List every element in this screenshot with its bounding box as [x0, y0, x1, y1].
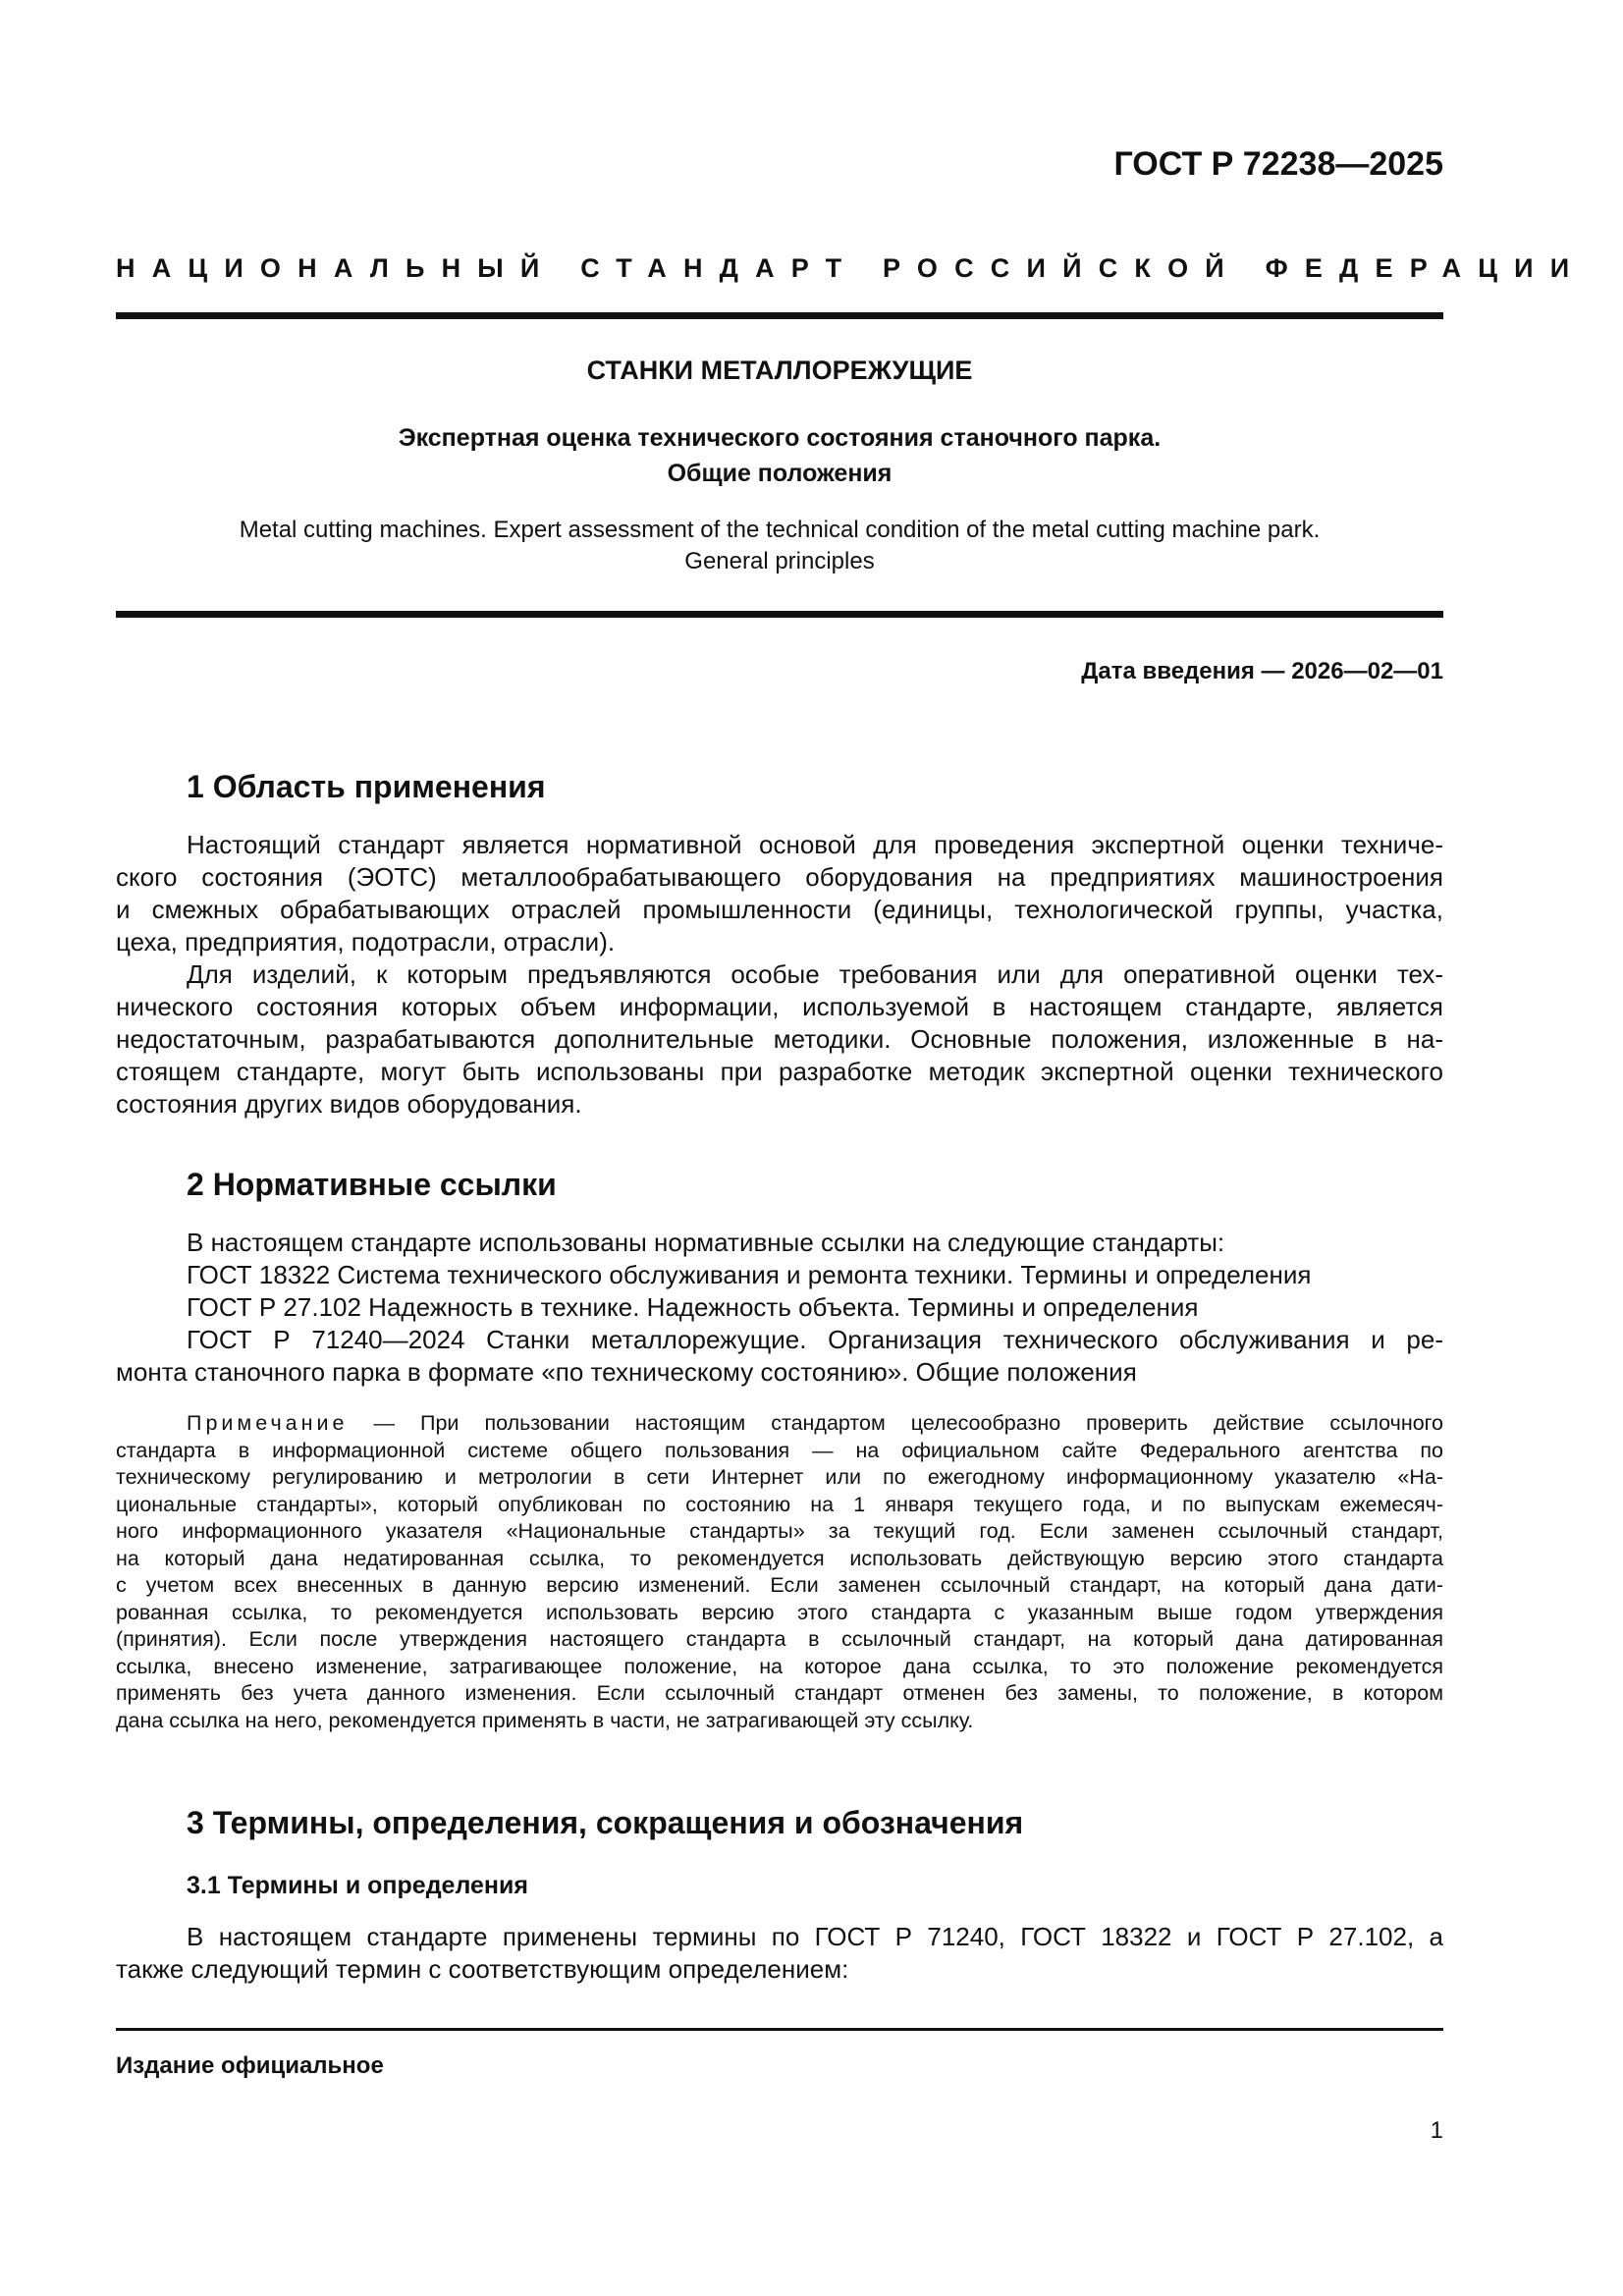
- section-2-note: [116, 1410, 1443, 1734]
- paragraph-line: В настоящем стандарте применены термины по ГОСТ Р 71240, ГОСТ 18322 и ГОСТ Р 27.102, а: [187, 1922, 1443, 1951]
- english-title-line: General principles: [684, 548, 875, 574]
- note-line: ссылка, внесено изменение, затрагивающее положение, на которое дана ссылка, то это положение рекомендуется: [116, 1654, 1443, 1678]
- paragraph-line: нического состояния которых объем информации, используемой в настоящем стандарте, является: [116, 992, 1443, 1021]
- reference-line: монта станочного парка в формате «по техническому состоянию». Общие положения: [116, 1357, 1137, 1387]
- introduction-date: Дата введения — 2026—02—01: [1081, 658, 1443, 684]
- top-divider: [116, 312, 1443, 319]
- note-line: ного информационного указателя «Национальные стандарты» за текущий год. Если заменен ссылочный стандарт,: [116, 1519, 1443, 1543]
- note-line: дана ссылка на него, рекомендуется применять в части, не затрагивающей эту ссылку.: [116, 1708, 974, 1732]
- note-line: стандарта в информационной системе общего пользования — на официальном сайте Федерального агентства по: [116, 1438, 1443, 1462]
- note-line: применять без учета данного изменения. Если ссылочный стандарт отменен без замены, то положение, в котором: [116, 1681, 1443, 1705]
- english-title-line: Metal cutting machines. Expert assessment of the technical condition of the metal cutting machine park.: [239, 517, 1321, 543]
- note-line: [116, 1410, 1443, 1438]
- section-2-body: [116, 1227, 1443, 1389]
- english-title: [116, 515, 1443, 577]
- reference-line: ГОСТ Р 27.102 Надежность в технике. Надежность объекта. Термины и определения: [187, 1292, 1199, 1322]
- footer-divider: [116, 2028, 1443, 2031]
- paragraph-line: В настоящем стандарте использованы нормативные ссылки на следующие стандарты:: [187, 1228, 1225, 1257]
- paragraph-line: ского состояния (ЭОТС) металлообрабатывающего оборудования на предприятиях машиностроения: [116, 862, 1443, 892]
- note-line: с учетом всех внесенных в данную версию изменений. Если заменен ссылочный стандарт, на который дана дати-: [116, 1573, 1443, 1597]
- section-3-heading: 3 Термины, определения, сокращения и обозначения: [187, 1805, 1024, 1840]
- note-line: техническому регулированию и метрологии в сети Интернет или по ежегодному информационному указателю «На-: [116, 1465, 1443, 1489]
- note-line: на который дана недатированная ссылка, то рекомендуется использовать действующую версию этого стандарта: [116, 1546, 1443, 1570]
- note-label: Примечание: [187, 1411, 349, 1435]
- document-subtitle: [116, 420, 1443, 491]
- paragraph-line: Настоящий стандарт является нормативной основой для проведения экспертной оценки техниче-: [187, 830, 1443, 859]
- note-text: — При пользовании настоящим стандартом целесообразно проверить действие ссылочного: [373, 1411, 1443, 1435]
- official-edition-label: Издание официальное: [116, 2052, 384, 2079]
- document-title: СТАНКИ МЕТАЛЛОРЕЖУЩИЕ: [586, 355, 973, 385]
- paragraph-line: цеха, предприятия, подотрасли, отрасли).: [116, 927, 616, 957]
- note-line: циональные стандарты», который опубликован по состоянию на 1 января текущего года, и по выпускам ежемесяч-: [116, 1492, 1443, 1516]
- paragraph-line: также следующий термин с соответствующим определением:: [116, 1954, 849, 1984]
- paragraph-line: стоящем стандарте, могут быть использованы при разработке методик экспертной оценки технического: [116, 1057, 1443, 1086]
- reference-line: ГОСТ 18322 Система технического обслуживания и ремонта техники. Термины и определения: [187, 1260, 1312, 1289]
- title-divider: [116, 611, 1443, 618]
- gost-number: ГОСТ Р 72238—2025: [1113, 145, 1443, 183]
- paragraph-line: состояния других видов оборудования.: [116, 1089, 582, 1119]
- note-line: рованная ссылка, то рекомендуется использовать версию этого стандарта с указанным выше годом утверждения: [116, 1600, 1443, 1624]
- paragraph-line: недостаточным, разрабатываются дополнительные методики. Основные положения, изложенные в на-: [116, 1024, 1443, 1054]
- paragraph-line: Для изделий, к которым предъявляются особые требования или для оперативной оценки тех-: [187, 959, 1443, 989]
- page-number: 1: [1430, 2117, 1443, 2144]
- paragraph-line: и смежных обрабатывающих отраслей промышленности (единицы, технологической группы, участка,: [116, 895, 1443, 924]
- section-3-body: [116, 1921, 1443, 1986]
- subtitle-line: Общие положения: [667, 460, 893, 487]
- reference-line: ГОСТ Р 71240—2024 Станки металлорежущие. Организация технического обслуживания и ре-: [187, 1325, 1443, 1354]
- note-line: (принятия). Если после утверждения настоящего стандарта в ссылочный стандарт, на который дана датированная: [116, 1627, 1443, 1651]
- national-standard-banner: НАЦИОНАЛЬНЫЙ СТАНДАРТ РОССИЙСКОЙ ФЕДЕРАЦИИ: [116, 253, 1587, 283]
- subtitle-line: Экспертная оценка технического состояния станочного парка.: [398, 424, 1162, 452]
- section-2-heading: 2 Нормативные ссылки: [187, 1167, 557, 1202]
- section-1-heading: 1 Область применения: [187, 769, 546, 804]
- section-1-body: [116, 829, 1443, 1121]
- section-3-1-heading: 3.1 Термины и определения: [187, 1872, 528, 1899]
